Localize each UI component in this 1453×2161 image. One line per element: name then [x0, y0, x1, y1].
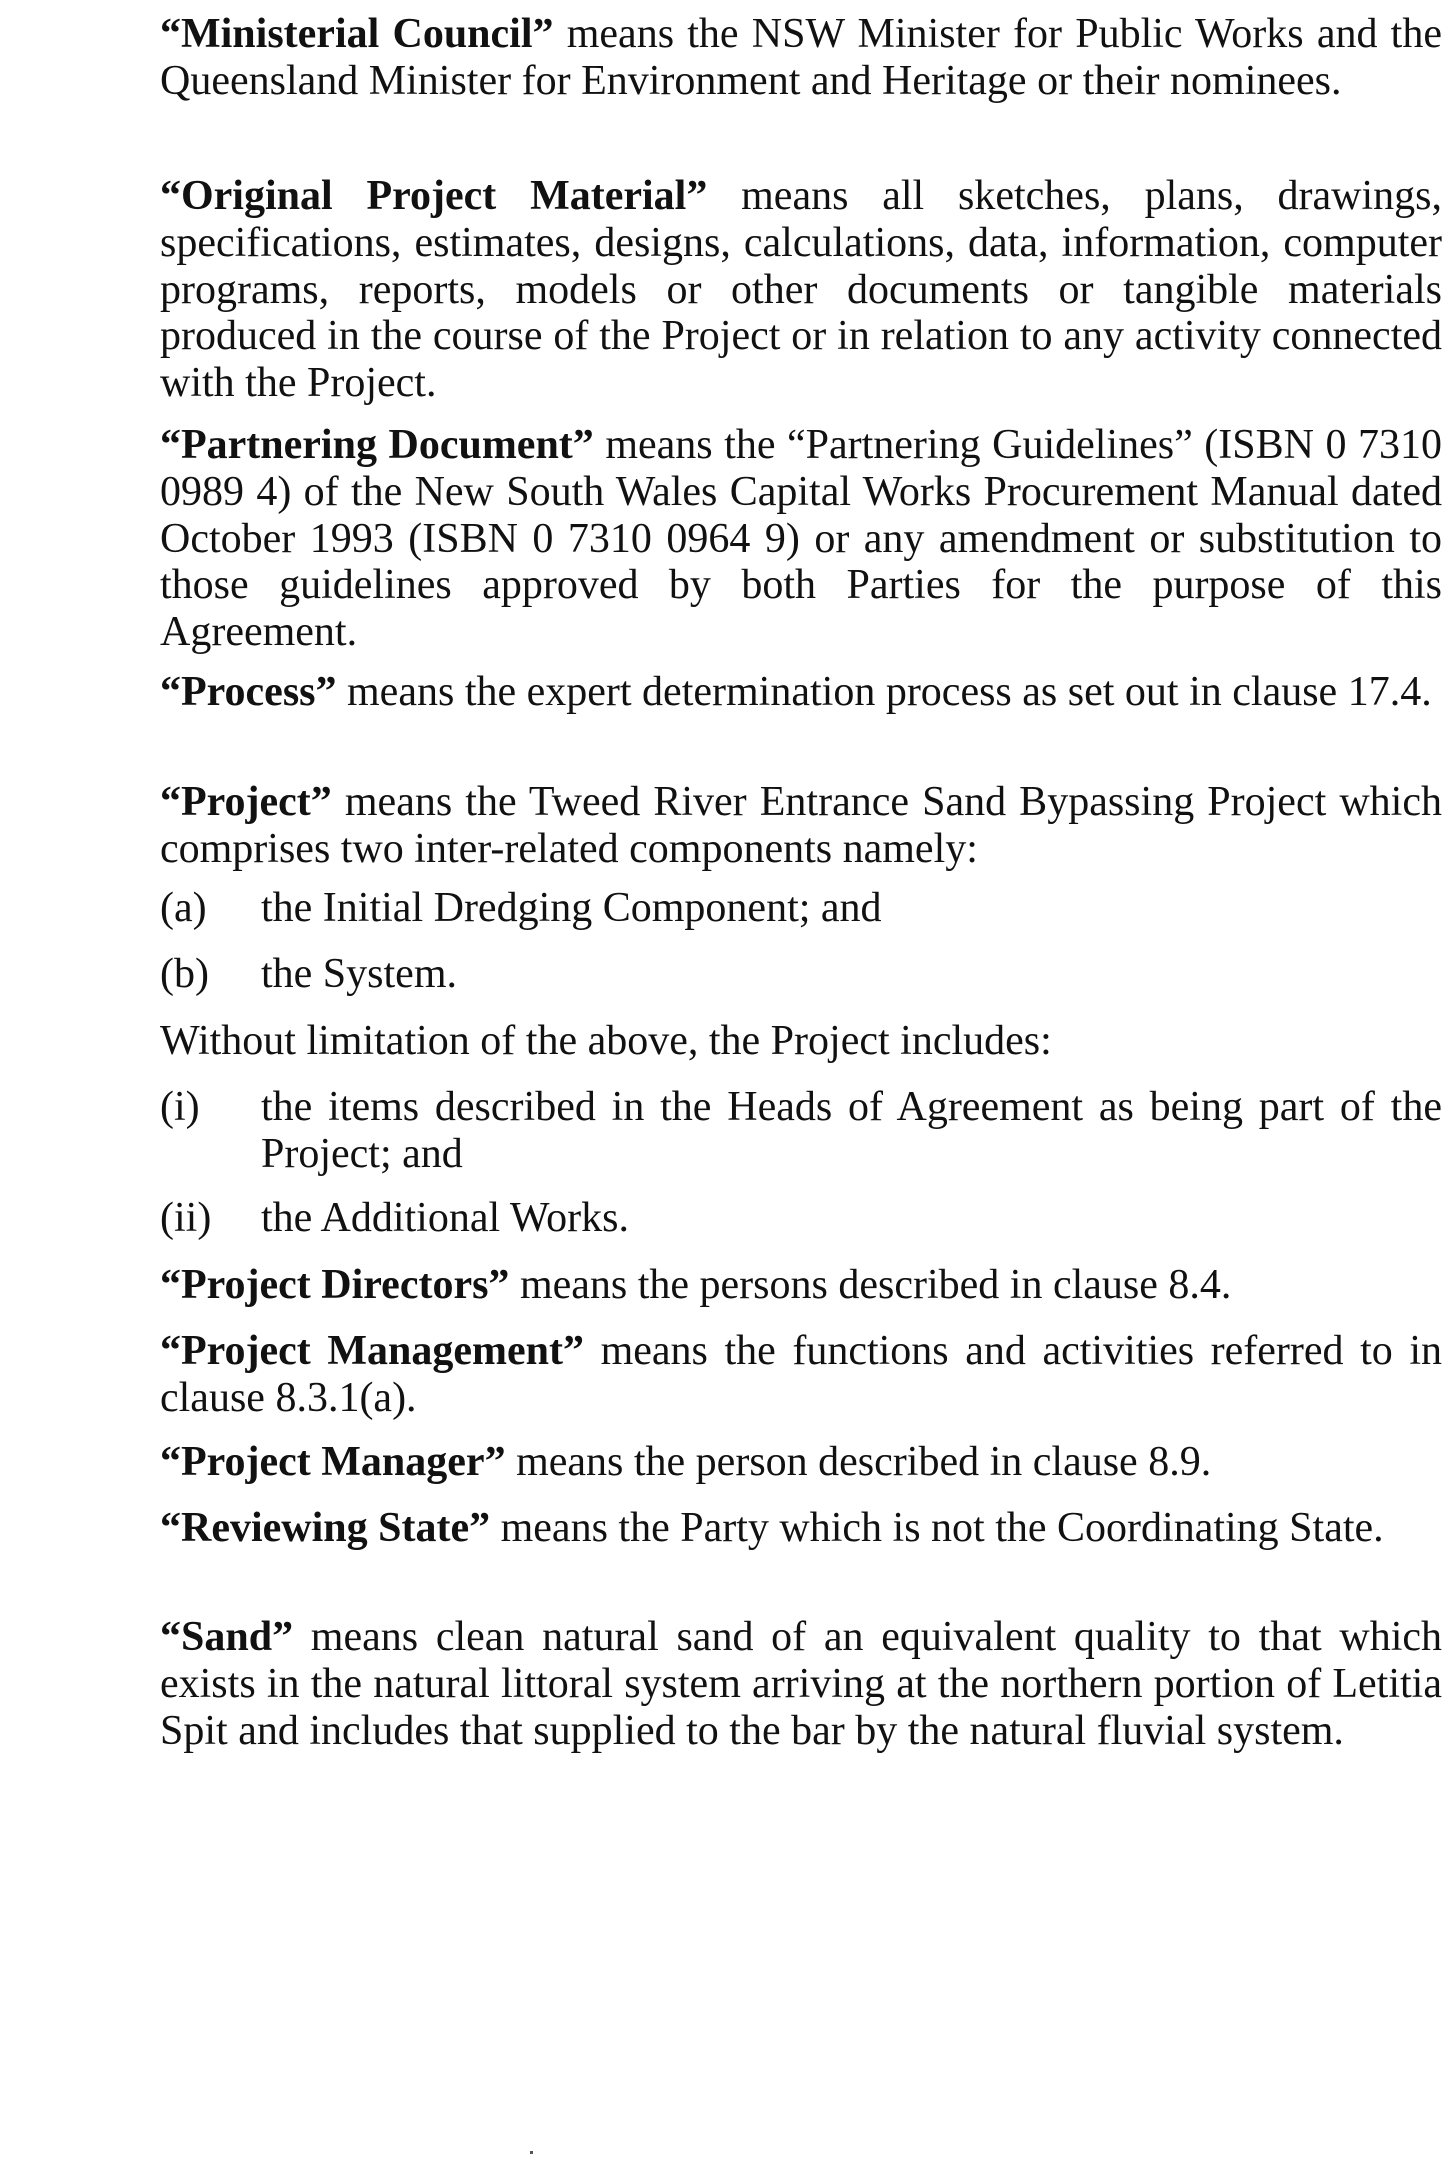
definition-term: “Process” — [160, 669, 337, 715]
definition-text: means the “Partnering Guidelines” (ISBN 0 7310 0989 4) of the New South Wales Capital Works Procurement Manual dated October 1993 (ISBN 0 7310 0964 9) or any amendment or substitution to those guidelines approved by both Parties for the purpose of this Agreement. — [160, 422, 1442, 656]
list-item-number: (i) — [160, 1084, 200, 1130]
definition-text: means all sketches, plans, drawings, specifications, estimates, designs, calculations, data, information, computer programs, reports, models or other documents or tangible materials produced in the course of the Project or in relation to any activity connected with the Project. — [160, 173, 1443, 407]
definition-text: means the Party which is not the Coordinating State. — [490, 1505, 1384, 1551]
definition-original-project-material — [160, 173, 1442, 407]
definition-term: “Project Directors” — [160, 1262, 510, 1308]
list-item — [160, 951, 1442, 998]
scan-speck — [530, 2151, 533, 2154]
list-item — [160, 1084, 1442, 1178]
list-item-text: the items described in the Heads of Agreement as being part of the Project; and — [261, 1084, 1442, 1177]
definition-text: means the expert determination process as set out in clause 17.4. — [336, 669, 1432, 715]
list-item-number: (b) — [160, 951, 209, 997]
list-item-text: the Additional Works. — [261, 1195, 629, 1241]
definition-term: “Sand” — [160, 1614, 294, 1660]
definition-text: means the Tweed River Entrance Sand Bypassing Project which comprises two inter-related components namely: — [160, 779, 1442, 872]
list-item-number: (a) — [160, 885, 207, 931]
definition-sand — [160, 1614, 1442, 1754]
definition-term: “Partnering Document” — [160, 422, 594, 468]
definition-term: “Project Management” — [160, 1328, 584, 1374]
definition-reviewing-state — [160, 1505, 1442, 1552]
definition-term: “Original Project Material” — [160, 173, 708, 219]
definition-project-manager — [160, 1439, 1442, 1486]
definition-text: means the persons described in clause 8.4. — [509, 1262, 1232, 1308]
list-item-text: the System. — [261, 951, 457, 997]
definition-term: “Ministerial Council” — [160, 11, 554, 57]
definition-term: “Project Manager” — [160, 1439, 506, 1485]
definition-term: “Project” — [160, 779, 332, 825]
list-item — [160, 1195, 1442, 1242]
definition-text: means the functions and activities referred to in clause 8.3.1(a). — [160, 1328, 1442, 1421]
definition-text: means the person described in clause 8.9. — [505, 1439, 1212, 1485]
definition-project — [160, 779, 1442, 873]
definition-ministerial-council — [160, 11, 1442, 105]
list-item-number: (ii) — [160, 1195, 212, 1241]
definition-project-management — [160, 1328, 1442, 1422]
list-item — [160, 885, 1442, 932]
definition-partnering-document — [160, 422, 1442, 656]
definition-term: “Reviewing State” — [160, 1505, 491, 1551]
project-includes-intro: Without limitation of the above, the Project includes: — [160, 1018, 1052, 1064]
definition-text: means clean natural sand of an equivalent quality to that which exists in the natural littoral system arriving at the northern portion of Letitia Spit and includes that supplied to the bar by the natural fluvial system. — [160, 1614, 1442, 1754]
definition-project-directors — [160, 1262, 1442, 1309]
definition-text: means the NSW Minister for Public Works and the Queensland Minister for Environment and Heritage or their nominees. — [160, 11, 1442, 104]
definition-process — [160, 669, 1442, 716]
list-item-text: the Initial Dredging Component; and — [261, 885, 882, 931]
